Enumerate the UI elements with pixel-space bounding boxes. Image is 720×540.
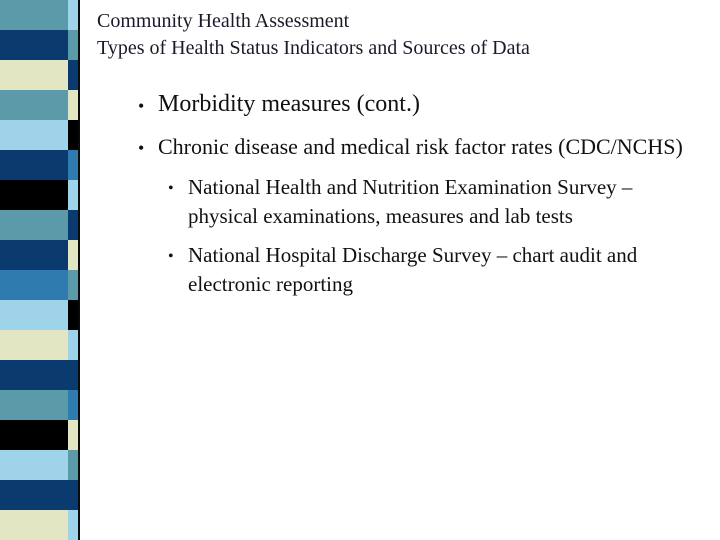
stripe: [68, 90, 78, 120]
stripe: [0, 120, 68, 150]
stripe: [0, 420, 68, 450]
stripe: [68, 240, 78, 270]
bullet-icon: •: [138, 96, 145, 116]
stripe: [68, 60, 78, 90]
stripe: [68, 450, 78, 480]
stripe: [68, 210, 78, 240]
stripe: [0, 210, 68, 240]
bullet-icon: •: [168, 180, 174, 197]
stripe: [0, 360, 68, 390]
stripe: [68, 330, 78, 360]
bullet-item: [130, 132, 700, 161]
bullet-text: Morbidity measures (cont.): [158, 91, 420, 117]
decorative-stripe-bar-inner: [68, 0, 78, 540]
bullet-item: [130, 88, 700, 120]
stripe: [0, 450, 68, 480]
stripe: [0, 300, 68, 330]
slide-body: [130, 88, 700, 309]
bullet-icon: •: [168, 248, 174, 265]
stripe: [0, 330, 68, 360]
stripe: [68, 30, 78, 60]
stripe: [68, 150, 78, 180]
stripe: [68, 300, 78, 330]
title-line-1: Community Health Assessment: [97, 10, 350, 32]
stripe: [68, 120, 78, 150]
stripe: [0, 180, 68, 210]
stripe: [68, 480, 78, 510]
stripe: [0, 480, 68, 510]
stripe: [0, 150, 68, 180]
bullet-text: Chronic disease and medical risk factor rates (CDC/NCHS): [158, 134, 683, 159]
stripe: [0, 270, 68, 300]
stripe: [0, 390, 68, 420]
stripe: [68, 270, 78, 300]
stripe: [68, 420, 78, 450]
sub-bullet-item: [160, 241, 700, 299]
decorative-stripe-bar: [0, 0, 68, 540]
stripe: [68, 510, 78, 540]
stripe: [0, 240, 68, 270]
slide-title: [97, 8, 707, 62]
stripe: [68, 390, 78, 420]
bullet-text: National Hospital Discharge Survey – chart audit and electronic reporting: [188, 243, 638, 296]
stripe: [68, 0, 78, 30]
stripe: [0, 510, 68, 540]
vertical-rule: [78, 0, 80, 540]
stripe: [68, 180, 78, 210]
sub-bullet-item: [160, 173, 700, 231]
title-line-2: Types of Health Status Indicators and Sources of Data: [97, 37, 530, 59]
stripe: [0, 90, 68, 120]
stripe: [68, 360, 78, 390]
bullet-icon: •: [138, 138, 145, 158]
stripe: [0, 60, 68, 90]
bullet-text: National Health and Nutrition Examination Survey – physical examinations, measures and lab tests: [188, 175, 633, 228]
stripe: [0, 0, 68, 30]
stripe: [0, 30, 68, 60]
